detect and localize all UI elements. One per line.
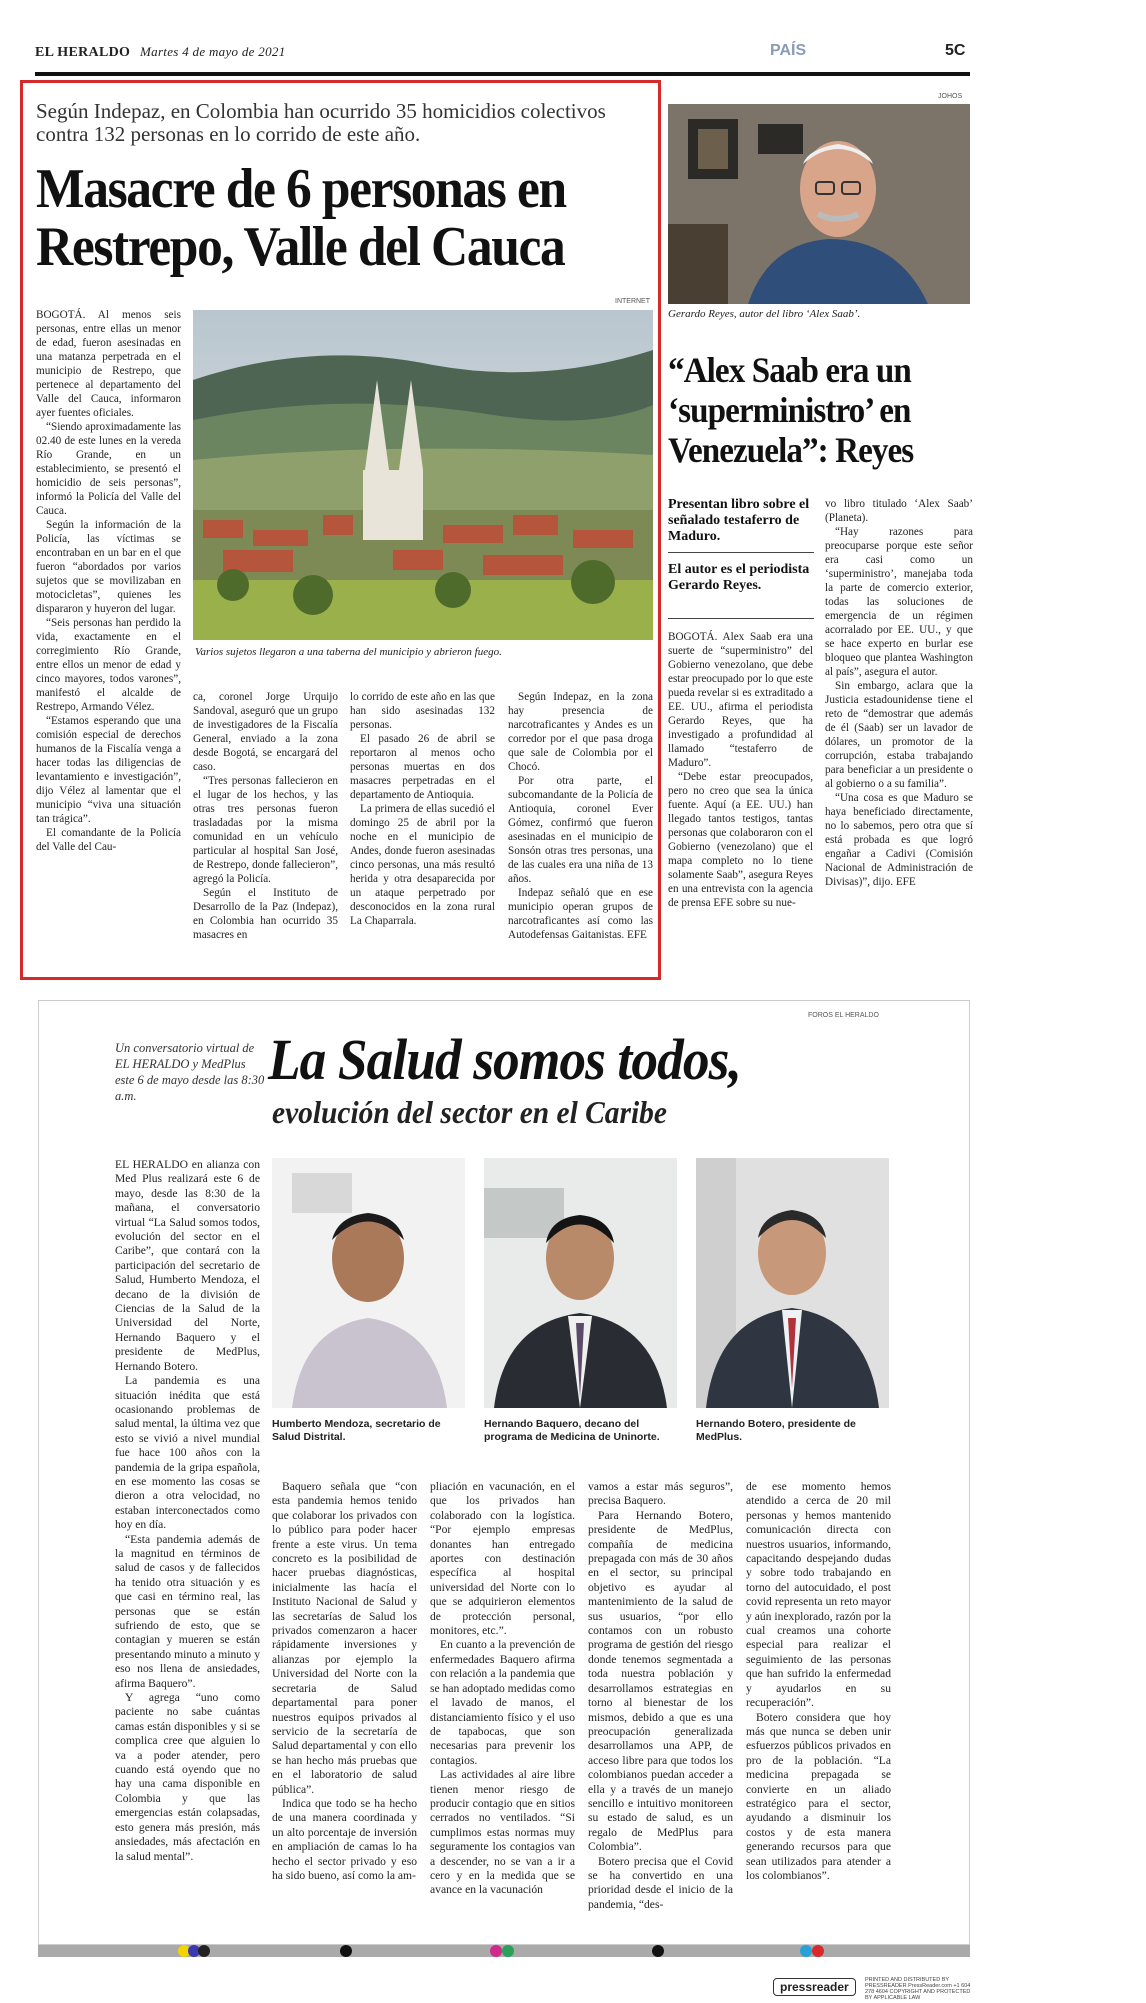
person-caption-3: Hernando Botero, presidente de MedPlus. [696, 1418, 856, 1443]
pressreader-logo: pressreader [773, 1978, 856, 1996]
story3-column-2 [272, 1480, 417, 1883]
story1-caption: Varios sujetos llegaron a una taberna del municipio y abrieron fuego. [195, 646, 502, 658]
registration-dot [502, 1945, 514, 1957]
forum-title: La Salud somos todos, [268, 1027, 741, 1092]
paragraph: Las actividades al aire libre tienen menor riesgo de producir contagio que en sitios cerrados no ventilados. “Si cumplimos estas normas muy seguramente los contagios van a descender, no se van a ir a cero y en la medida que se avance en la vacunación [430, 1768, 575, 1897]
story2-column-1 [668, 630, 813, 910]
registration-dot [490, 1945, 502, 1957]
story2-caption: Gerardo Reyes, autor del libro ‘Alex Saab’. [668, 308, 861, 320]
paragraph: “Esta pandemia además de la magnitud en términos de salud de casos y de fallecidos ha tenido otra situación y es que casi en término real, las personas que se están sufriendo de esto, que se contagian y mueren se están presentando minuto a minuto y eso nos llena de ansiedades, afirma Baquero”. [115, 1532, 260, 1690]
registration-dot [340, 1945, 352, 1957]
paragraph: La primera de ellas sucedió el domingo 25 de abril por la noche en el municipio de Andes, donde fueron asesinadas cinco personas, una más resultó herida y otra desaparecida por un ataque perpetrado por desconocidos en la zona rural La Chaparrala. [350, 803, 495, 927]
newspaper-name: EL HERALDO [35, 45, 131, 60]
paragraph: En cuanto a la prevención de enfermedades Baquero afirma con relación a la pandemia que se han adoptado medidas como el lavado de manos, el distanciamiento físico y el uso de tapabocas, que son necesarias para prevenir los contagios. [430, 1638, 575, 1767]
story2-headline: “Alex Saab era un ‘superministro’ en Venezuela”: Reyes [668, 350, 914, 470]
paragraph: pliación en vacunación, en el que los privados han colaborado con la logística. “Por ejemplo empresas donantes han entregado aportes con destinación específica al hospital universidad del Norte con lo que se adquirieron elementos de protección personal, monitores, etc.”. [430, 1480, 575, 1638]
section-name: PAÍS [770, 42, 807, 59]
paragraph: Para Hernando Botero, presidente de MedPlus, compañía de medicina prepagada con más de 30 años en el sector, su principal objetivo es ayudar al mantenimiento de la salud de sus usuarios, “por ello contamos con un robusto programa de gestión del riesgo donde tenemos segmentada a toda nuestra población y desarrollamos estrategias en torno al bienestar de los mismos, debido a que es una preocupación generalizada desarrollamos una APP, de acceso libre para que todos los colombianos puedan acceder a ella y a través de un manejo sencillo e intuitivo monitoreen su estado de salud, es un regalo de MedPlus para Colombia”. [588, 1508, 733, 1854]
hernando-baquero-photo [484, 1158, 677, 1408]
paragraph: “Siendo aproximadamente las 02.40 de este lunes en la vereda Río Grande, en un establecimiento, se presentó el homicidio de seis personas”, informó la Policía del Valle del Cauca. [36, 421, 181, 517]
registration-dot [652, 1945, 664, 1957]
paragraph: Y agrega “uno como paciente no sabe cuántas camas están disponibles y si se complica cree que alguien lo va a poder atender, pero cuando está oyendo que no hay una cama disponible en Colombia y que las emergencias están colapsadas, esto genera más presión, más ansiedades, más afectación en la salud mental”. [115, 1691, 260, 1863]
page-number: 5C [945, 42, 966, 59]
paragraph: EL HERALDO en alianza con Med Plus realizará este 6 de mayo, desde las 8:30 de la mañana, el conversatorio virtual “La Salud somos todos, evolución del sector en el Caribe”, que contará con la participación del secretario de Salud, Humberto Mendoza, el decano de la división de Ciencias de la Salud de la Universidad del Norte, Hernando Baquero y el presidente de MedPlus, Hernando Botero. [115, 1158, 260, 1373]
story2-column-2 [825, 497, 973, 889]
paragraph: Según el Instituto de Desarrollo de la Paz (Indepaz), en Colombia han ocurrido 35 masacres en [193, 887, 338, 941]
paragraph: El comandante de la Policía del Valle del Cau- [36, 827, 181, 853]
paragraph: Por otra parte, el subcomandante de la Policía de Antioquia, coronel Ever Gómez, confirmó que fueron asesinadas en el municipio de Sonsón otras tres personas, una de las cuales era una niña de 13 años. [508, 775, 653, 885]
pressreader-fine-print: PRINTED AND DISTRIBUTED BY PRESSREADER PressReader.com +1 604 278 4604 COPYRIGHT AND PROTECTED BY APPLICABLE LAW [865, 1977, 971, 2001]
story1-kicker: Según Indepaz, en Colombia han ocurrido 35 homicidios colectivos contra 132 personas en lo corrido de este año. [36, 99, 606, 146]
deck-rule [668, 552, 814, 553]
story1-column-3 [350, 690, 495, 928]
story3-column-4 [588, 1480, 733, 1912]
paragraph: Baquero señala que “con esta pandemia hemos tenido que colaborar los privados con lo público para poder hacer frente a este virus. Un tema concreto es la posibilidad de hacer pruebas diagnósticas, inicialmente las hacía el Instituto Nacional de Salud y las secretarías de Salud los privados comenzaron a hacer rápidamente inversiones y alianzas por ejemplo la Universidad del Norte con la secretaria de Salud departamental para poner nuestros equipos privados al servicio de la secretaría de Salud departamental y con ello se han hecho más pruebas que en el laboratorio de salud pública”. [272, 1480, 417, 1796]
paragraph: “Una cosa es que Maduro se haya beneficiado directamente, no lo sabemos, pero otra que sí está probada es que logró engañar a Cadivi (Comisión Nacional de Administración de Divisas)”, dijo. EFE [825, 792, 973, 888]
forum-intro: Un conversatorio virtual de EL HERALDO y MedPlus este 6 de mayo desde las 8:30 a.m. [115, 1041, 265, 1103]
paragraph: “Seis personas han perdido la vida, exactamente en el corregimiento Río Grande, entre ellos un menor de edad y cinco mayores, todos varones”, manifestó el alcalde de Restrepo, Armando Vélez. [36, 617, 181, 713]
story3-column-3 [430, 1480, 575, 1898]
paragraph: Botero precisa que el Covid se ha convertido en una prioridad desde el inicio de la pandemia, “des- [588, 1854, 733, 1911]
gerardo-reyes-photo [668, 104, 970, 304]
humberto-mendoza-photo [272, 1158, 465, 1408]
paragraph: Según Indepaz, en la zona hay presencia de narcotraficantes y Andes es un corredor por el que pasa droga que sale de Colombia por el Chocó. [508, 691, 653, 773]
story2-photo-credit: JOHOS [938, 93, 963, 100]
paragraph: Sin embargo, aclara que la Justicia estadounidense tiene el reto de “demostrar que además de él (Saab) ser un lavador de dólares, un promotor de la corrupción, estaba trabajando para beneficiar a un presidente o al gobierno o a su familia”. [825, 680, 973, 790]
story1-column-4 [508, 690, 653, 942]
paragraph: BOGOTÁ. Al menos seis personas, entre ellas un menor de edad, fueron asesinadas en una matanza perpetrada en el municipio de Restrepo, que pertenece al departamento del Valle del Cauca, informaron ayer fuentes oficiales. [36, 309, 181, 419]
paragraph: Según la información de la Policía, las víctimas se encontraban en un bar en el que fueron “abordados por varios sujetos que se movilizaban en motocicletas”, quienes les dispararon y huyeron del lugar. [36, 519, 181, 615]
story2-deck-1: Presentan libro sobre el señalado testaferro de Maduro. [668, 497, 810, 544]
story3-column-1 [115, 1158, 260, 1864]
paragraph: “Debe estar preocupados, pero no creo que sea la única fuente. Aquí (a EE. UU.) han llegado tantos testigos, tantas personas que colaboraron con el Gobierno (venezolano) que el mapa completo no lo tiene solamente Saab”, asegura Reyes en una entrevista con la agencia de prensa EFE sobre su nue- [668, 771, 813, 909]
paragraph: de ese momento hemos atendido a cerca de 20 mil personas y hemos mantenido comunicación directa con nuestros usuarios, informando, capacitando despejando dudas y sobre todo trabajando en torno del autocuidado, el post covid representa un reto mayor y aún inexplorado, razón por la cual creamos una cohorte especial para realizar el seguimiento de las personas que han sufrido la enfermedad y ayudarlos en su recuperación”. [746, 1480, 891, 1710]
story1-photo-credit: INTERNET [615, 298, 650, 305]
person-caption-1: Humberto Mendoza, secretario de Salud Distrital. [272, 1418, 441, 1443]
story1-column-2 [193, 690, 338, 942]
registration-dot [198, 1945, 210, 1957]
paragraph: Indepaz señaló que en ese municipio operan grupos de narcotraficantes así como las Autodefensas Gaitanistas. EFE [508, 887, 653, 941]
paragraph: Botero considera que hoy más que nunca se deben unir esfuerzos públicos privados en pro de la población. “La medicina prepagada se convierte en un aliado estratégico para el sector, ayudando a disminuir los costos y de esta manera generando recursos para que sean utilizados para atender a los colombianos”. [746, 1710, 891, 1882]
paragraph: vo libro titulado ‘Alex Saab’ (Planeta). [825, 498, 973, 524]
paragraph: lo corrido de este año en las que han sido asesinadas 132 personas. [350, 691, 495, 731]
story1-column-1 [36, 308, 181, 854]
paragraph: “Estamos esperando que una comisión especial de derechos humanos de la Fiscalía venga a hacer todas las diligencias de levantamiento e investigación”, dijo Vélez al lamentar que el municipio “viva una situación tan trágica”. [36, 715, 181, 825]
paragraph: “Hay razones para preocuparse porque este señor era casi como un ‘superministro’, manejaba toda la parte de comercio exterior, todas las soluciones de emergencia de un régimen acorralado por EE. UU., y que se hace experto en burlar ese bloqueo que plantea Washington al país”, asegura el autor. [825, 526, 973, 678]
forum-subtitle: evolución del sector en el Caribe [272, 1094, 667, 1130]
issue-date: Martes 4 de mayo de 2021 [140, 44, 286, 59]
paragraph: ca, coronel Jorge Urquijo Sandoval, aseguró que un grupo de investigadores de la Fiscalía General, enviado a la zona desde Bogotá, se encargará del caso. [193, 691, 338, 773]
deck-rule [668, 618, 814, 619]
paragraph: El pasado 26 de abril se reportaron al menos ocho personas muertas en dos masacres perpetradas en el departamento de Antioquia. [350, 733, 495, 801]
section-credit: FOROS EL HERALDO [808, 1012, 879, 1019]
story3-column-5 [746, 1480, 891, 1883]
paragraph: “Tres personas fallecieron en el lugar de los hechos, y las otras tres personas fueron trasladadas por la misma comunidad en un vehículo particular al hospital San José, de Restrepo, donde fallecieron”, agregó la Policía. [193, 775, 338, 885]
paragraph: La pandemia es una situación inédita que está ocasionando problemas de salud mental, la última vez que esto se vivió a nivel mundial fue hace 100 años con la pandemia de la gripa española, en ese momento las cosas se dieron a otra velocidad, no estaban interconectados como hoy en día. [115, 1374, 260, 1532]
hernando-botero-photo [696, 1158, 889, 1408]
header-rule [35, 72, 970, 76]
registration-dot [800, 1945, 812, 1957]
masthead [35, 44, 286, 61]
town-photo [193, 310, 653, 640]
story2-deck-2: El autor es el periodista Gerardo Reyes. [668, 562, 810, 593]
paragraph: Indica que todo se ha hecho de una manera coordinada y un alto porcentaje de inversión en ampliación de camas lo ha hecho el sector privado y eso ha sido bueno, así como la am- [272, 1796, 417, 1882]
paragraph: BOGOTÁ. Alex Saab era una suerte de “superministro” del Gobierno venezolano, que debe estar preocupado por lo que este pueda revelar si es extraditado a EE. UU., afirma el periodista Gerardo Reyes, que ha investigado a profundidad al llamado “testaferro de Maduro”. [668, 631, 813, 769]
person-caption-2: Hernando Baquero, decano del programa de Medicina de Uninorte. [484, 1418, 660, 1443]
story1-headline: Masacre de 6 personas en Restrepo, Valle del Cauca [36, 158, 566, 278]
paragraph: vamos a estar más seguros”, precisa Baquero. [588, 1480, 733, 1508]
registration-dot [812, 1945, 824, 1957]
